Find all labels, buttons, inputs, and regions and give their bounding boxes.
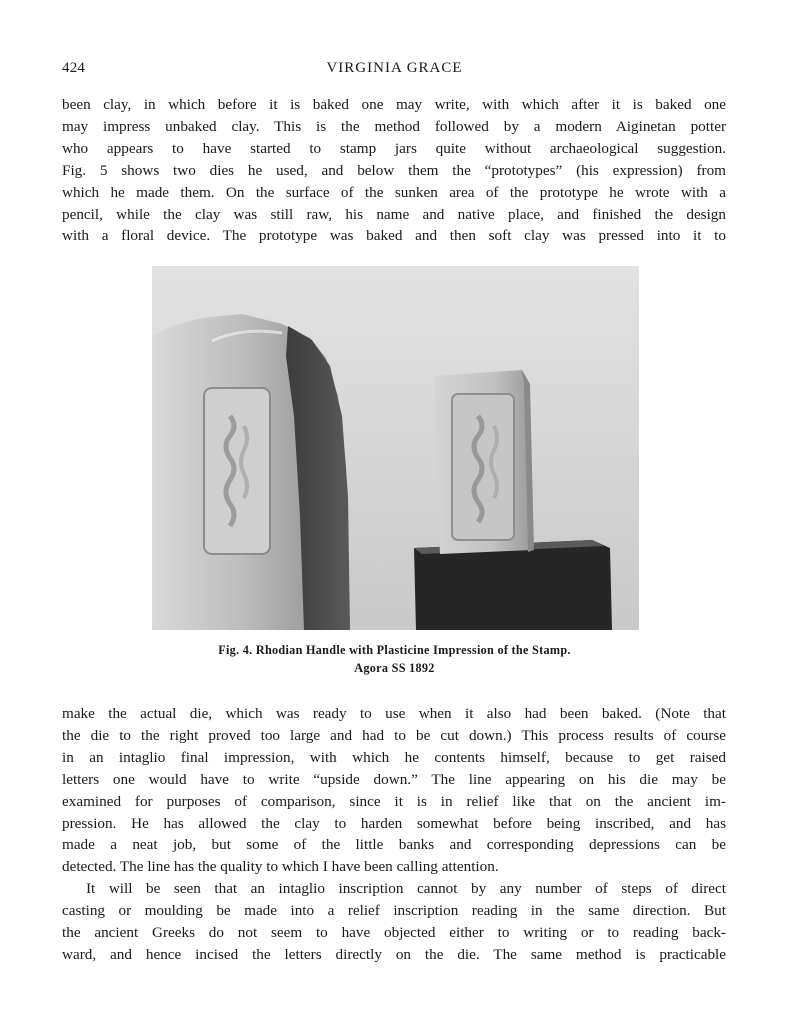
running-head: VIRGINIA GRACE bbox=[326, 60, 463, 76]
body-text-bottom bbox=[62, 703, 726, 966]
text-line: with a floral device. The prototype was baked and then soft clay was pressed into it to bbox=[62, 227, 726, 245]
text-line: which he made them. On the surface of the sunken area of the prototype he wrote with a bbox=[62, 183, 726, 201]
text-line: who appears to have started to stamp jars quite without archaeological suggestion. bbox=[62, 139, 726, 157]
page-number: 424 bbox=[62, 60, 86, 76]
text-line: pencil, while the clay was still raw, his name and native place, and finished the design bbox=[62, 205, 726, 223]
text-line: examined for purposes of comparison, since it is in relief like that on the ancient im- bbox=[62, 792, 726, 810]
caption-line: Agora SS 1892 bbox=[354, 661, 435, 675]
text-line: It will be seen that an intaglio inscription cannot by any number of steps of direct bbox=[86, 880, 726, 898]
text-line: casting or moulding be made into a relief inscription reading in the same direction. But bbox=[62, 902, 726, 920]
text-line: pression. He has allowed the clay to harden somewhat before being inscribed, and has bbox=[62, 814, 726, 832]
text-line: letters one would have to write “upside down.” The line appearing on his die may be bbox=[62, 770, 726, 788]
stamp-impression bbox=[204, 388, 270, 554]
stamp-photo bbox=[152, 266, 639, 630]
text-line: in an intaglio final impression, with which he contents himself, because to get raised bbox=[62, 748, 726, 766]
figure-photograph bbox=[152, 266, 639, 630]
text-line: make the actual die, which was ready to use when it also had been baked. (Note that bbox=[62, 705, 726, 722]
text-line: been clay, in which before it is baked one may write, with which after it is baked one bbox=[62, 96, 726, 113]
text-line: detected. The line has the quality to which I have been calling attention. bbox=[62, 858, 499, 876]
text-line: the ancient Greeks do not seem to have objected either to writing or to reading back- bbox=[62, 924, 726, 942]
caption-line: Fig. 4. Rhodian Handle with Plasticine Impression of the Stamp. bbox=[218, 643, 571, 657]
text-line: ward, and hence incised the letters directly on the die. The same method is practicable bbox=[62, 945, 726, 963]
text-line: Fig. 5 shows two dies he used, and below them the “prototypes” (his expression) from bbox=[62, 161, 726, 179]
figure-caption bbox=[0, 641, 789, 677]
text-line: made a neat job, but some of the little banks and corresponding depressions can be bbox=[62, 836, 726, 854]
rhodian-handle bbox=[152, 314, 350, 630]
body-text-top bbox=[62, 94, 726, 247]
text-line: may impress unbaked clay. This is the method followed by a modern Aiginetan potter bbox=[62, 117, 726, 135]
text-line: the die to the right proved too large and had to be cut down.) This process results of course bbox=[62, 726, 726, 744]
